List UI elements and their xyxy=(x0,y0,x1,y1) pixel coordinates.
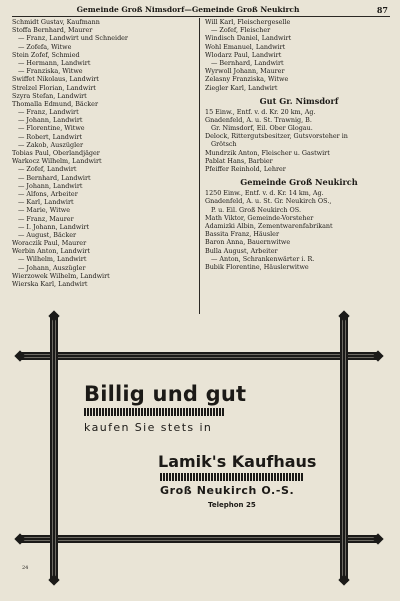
directory-entry: — Franz, Landwirt xyxy=(18,108,79,117)
directory-entry: Stoffa Bernhard, Maurer xyxy=(12,26,93,35)
column-divider xyxy=(199,18,200,314)
section-title-gut-gr-nimsdorf: Gut Gr. Nimsdorf xyxy=(259,95,339,106)
directory-entry: Math Viktor, Gemeinde-Vorsteher xyxy=(205,213,314,222)
directory-entry: Zelasny Franziska, Witwe xyxy=(205,75,289,84)
directory-entry: Tobias Paul, Oberlandjäger xyxy=(12,149,100,157)
directory-entry: Pablat Hans, Barbier xyxy=(205,156,273,165)
directory-entry: Wierzowek Wilhelm, Landwirt xyxy=(12,271,110,280)
directory-entry: — Johann, Landwirt xyxy=(18,181,83,190)
directory-entry: Swiffet Nikolaus, Landwirt xyxy=(12,75,99,84)
directory-entry: Bassita Franz, Häusler xyxy=(205,230,280,239)
directory-entry: Bubik Florentine, Häuslerwitwe xyxy=(205,262,309,271)
ad-frame-left-bar xyxy=(50,314,58,582)
directory-entry: — Karl, Landwirt xyxy=(18,198,74,207)
directory-entry: Pfeiffer Reinhold, Lehrer xyxy=(205,165,286,173)
directory-entry: — Johann, Auszügler xyxy=(18,263,86,272)
directory-entry: Thomalla Edmund, Bäcker xyxy=(12,99,99,108)
printer-signature: 24 xyxy=(22,565,29,571)
section-entries-gemeinde-gross-neukirch xyxy=(205,189,393,271)
directory-entry: Baron Anna, Bauernwitwe xyxy=(205,238,291,247)
directory-entry: — Bernhard, Landwirt xyxy=(18,173,91,182)
page-number: 87 xyxy=(376,5,388,15)
directory-entry: Adamizki Albin, Zementwarenfabrikant xyxy=(205,221,333,230)
directory-entry: Will Karl, Fleischergeselle xyxy=(205,18,291,26)
directory-entry: — Zofef, Landwirt xyxy=(18,165,77,174)
directory-entry: Wlodarz Paul, Landwirt xyxy=(205,50,282,59)
directory-entry: Mundrzik Anton, Fleischer u. Gastwirt xyxy=(205,148,330,157)
directory-entry: Werbin Anton, Landwirt xyxy=(12,247,90,256)
section-title-gemeinde-gross-neukirch: Gemeinde Groß Neukirch xyxy=(240,177,358,188)
directory-entry: — August, Bäcker xyxy=(18,230,77,239)
directory-entry: — Franz, Maurer xyxy=(18,214,74,223)
directory-entry: Strelzel Florian, Landwirt xyxy=(12,83,96,92)
directory-entry: — Hermann, Landwirt xyxy=(18,58,91,67)
directory-entry: 15 Einw., Entf. v. d. Kr. 20 km, Ag. xyxy=(205,107,316,116)
directory-entry: Gr. Nimsdorf, Eil. Ober Glogau. xyxy=(211,124,313,133)
ad-frame-right-bar xyxy=(340,314,348,582)
directory-entry: Gnadenfeld, A. u. St. Trawnig, B. xyxy=(205,115,312,124)
directory-entry: Schmidt Gustav, Kaufmann xyxy=(12,18,100,26)
right-entries xyxy=(205,18,393,92)
directory-entry: Delock, Rittergutsbesitzer, Gutsvorsteher in xyxy=(205,132,348,141)
directory-entry: Ziegler Karl, Landwirt xyxy=(205,83,278,92)
directory-entry: — Zofef, Fleischer xyxy=(211,26,271,35)
header-rule xyxy=(12,16,390,17)
ad-shop-name: Lamik's Kaufhaus xyxy=(158,452,317,471)
directory-entry: Woraczik Paul, Maurer xyxy=(12,239,87,248)
directory-entry: — Robert, Landwirt xyxy=(18,132,83,141)
ad-hatched-underline xyxy=(160,473,304,481)
directory-entry: — Zakob, Auszügler xyxy=(18,140,84,149)
directory-entry: — Alfons, Arbeiter xyxy=(18,189,78,198)
directory-entry: Bulla August, Arbeiter xyxy=(205,246,278,255)
directory-entry: Windisch Daniel, Landwirt xyxy=(205,34,292,43)
directory-entry: — Anton, Schrankenwärter i. R. xyxy=(211,254,315,263)
ad-frame-top-bar xyxy=(20,352,378,360)
directory-entry: — Franziska, Witwe xyxy=(18,67,83,76)
ad-slogan-sub: kaufen Sie stets in xyxy=(84,421,213,434)
right-column xyxy=(205,18,393,271)
advertisement xyxy=(14,312,384,584)
directory-entry: — I. Johann, Landwirt xyxy=(18,222,90,231)
directory-entry: Szyra Stefan, Landwirt xyxy=(12,91,87,100)
ad-phone: Telephon 25 xyxy=(208,501,256,509)
ad-slogan-main: Billig und gut xyxy=(84,382,247,406)
directory-entry: Gnadenfeld, A. u. St. Gr. Neukirch OS., xyxy=(205,197,332,206)
directory-entry: — Wilhelm, Landwirt xyxy=(18,255,87,264)
directory-entry: Wohl Emanuel, Landwirt xyxy=(205,42,286,51)
ad-frame-bottom-bar xyxy=(20,535,378,543)
ad-hatched-underline xyxy=(84,408,224,416)
directory-entry: 1250 Einw., Entf. v. d. Kr. 14 km, Ag. xyxy=(205,189,324,198)
directory-entry: Warkocz Wilhelm, Landwirt xyxy=(12,157,102,166)
directory-entry: — Marie, Witwe xyxy=(18,206,71,215)
directory-entry: Wyrwoll Johann, Maurer xyxy=(205,67,285,76)
directory-entry: Grötsch xyxy=(211,140,237,149)
directory-entry: P. u. Eil. Groß Neukirch OS. xyxy=(211,205,301,214)
left-column xyxy=(12,18,195,288)
ad-town: Groß Neukirch O.-S. xyxy=(160,484,295,497)
directory-entry: — Johann, Landwirt xyxy=(18,116,83,125)
directory-entry: — Franz, Landwirt und Schneider xyxy=(18,34,128,43)
running-header xyxy=(14,4,390,16)
directory-entry: Stein Zofef, Schmied xyxy=(12,50,80,59)
directory-entry: Wierska Karl, Landwirt xyxy=(12,280,88,288)
directory-entry: — Bernhard, Landwirt xyxy=(211,58,284,67)
directory-entry: — Florentine, Witwe xyxy=(18,124,85,133)
header-title: Gemeinde Groß Nimsdorf—Gemeinde Groß Neukirch xyxy=(76,5,300,14)
section-entries-gut-gr-nimsdorf xyxy=(205,108,393,174)
directory-entry: — Zofefa, Witwe xyxy=(18,42,72,51)
